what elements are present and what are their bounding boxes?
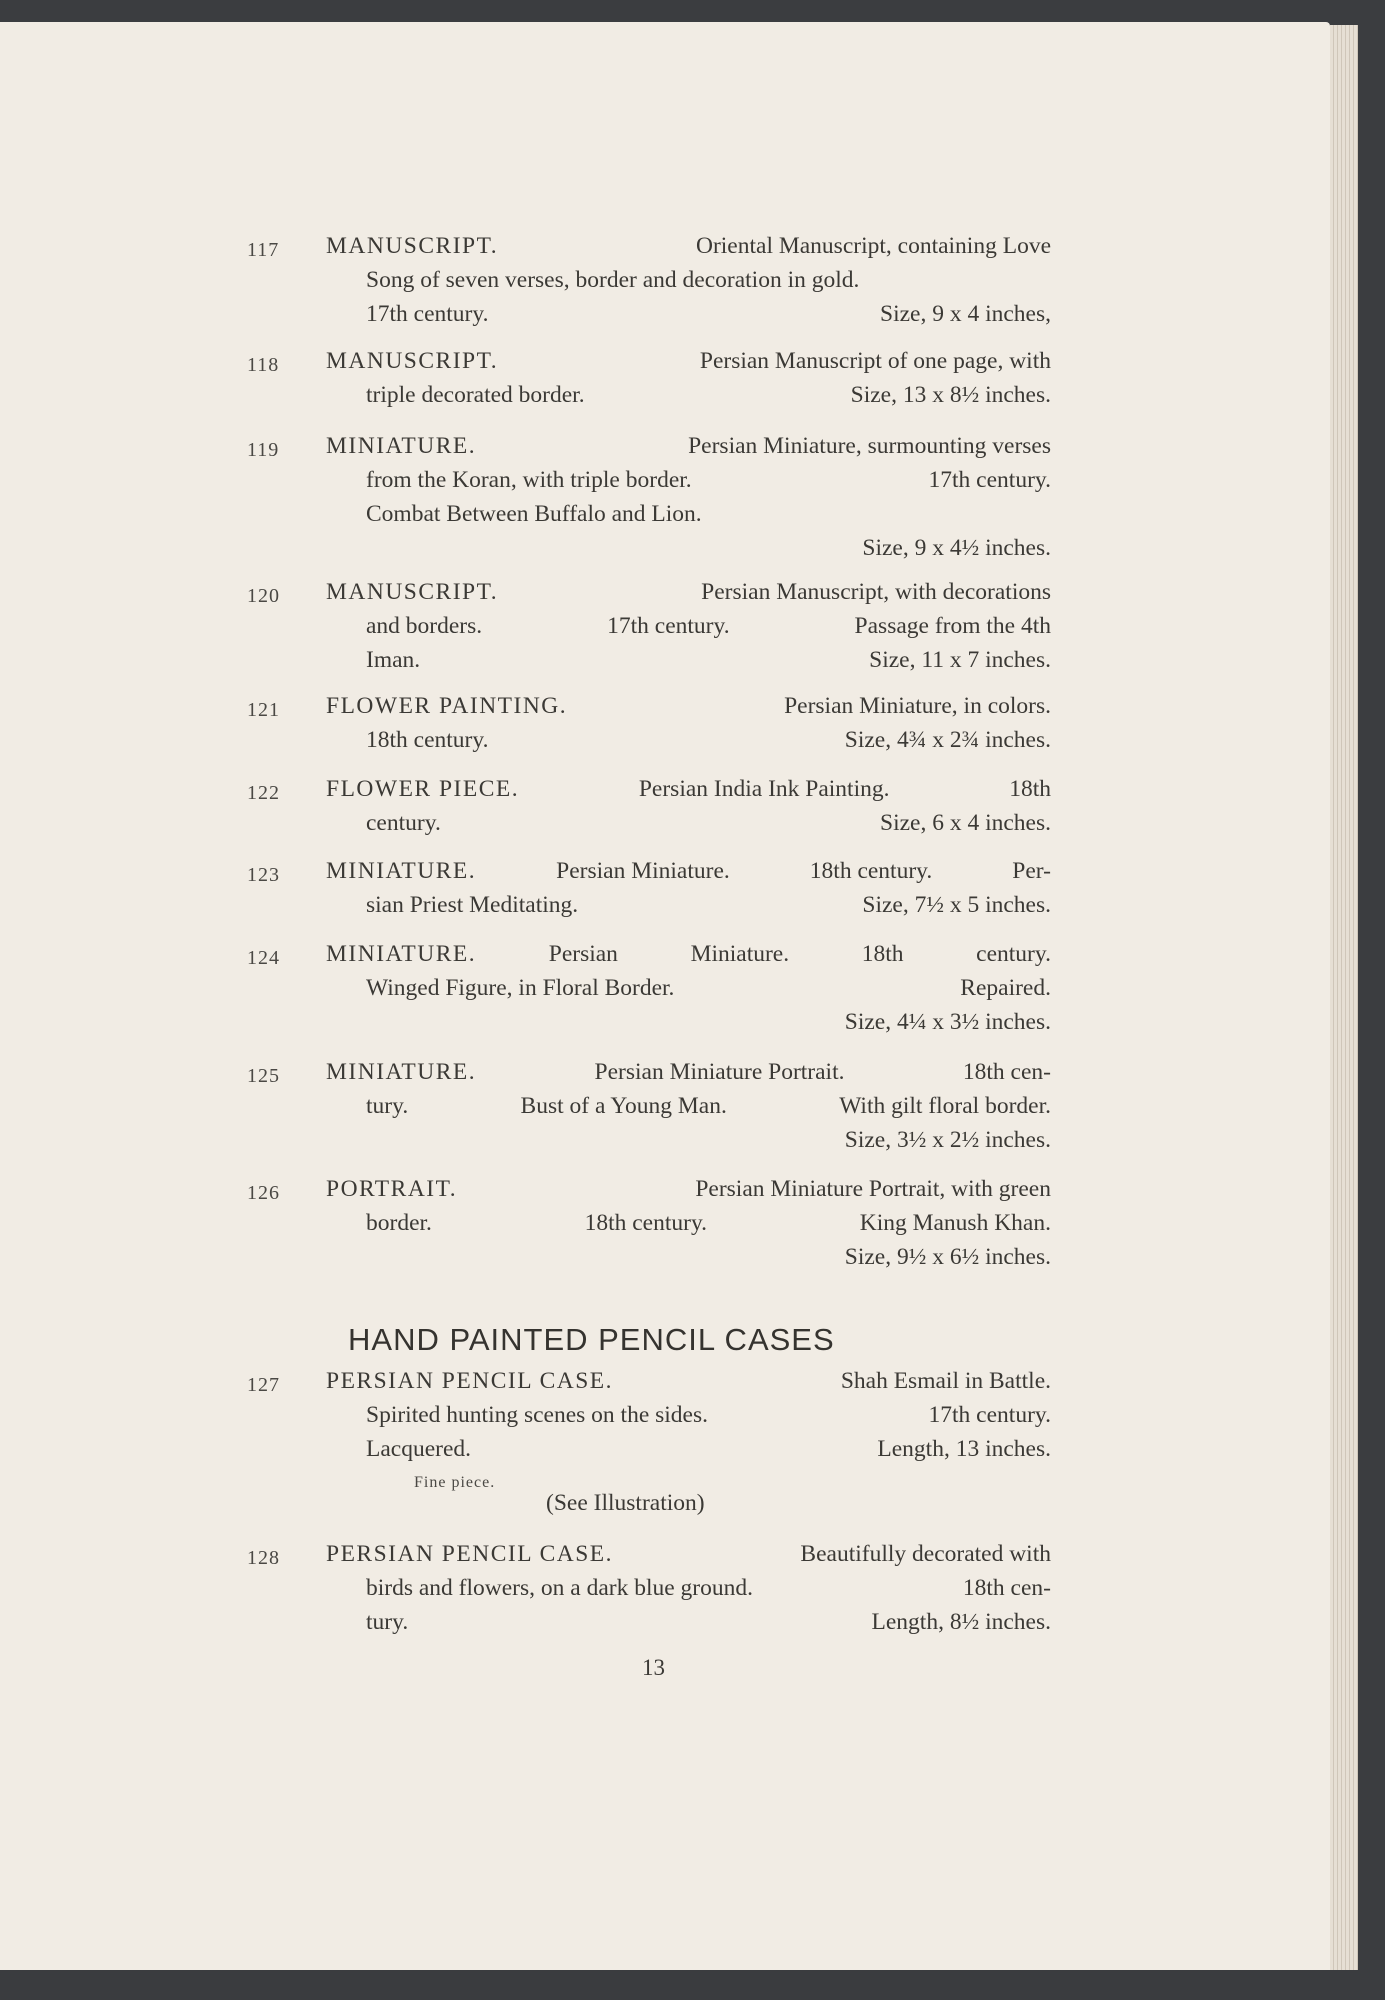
text-segment: Size, 9½ x 6½ inches.: [844, 1244, 1051, 1270]
lot-description-line: [366, 1571, 1051, 1605]
text-segment: century.: [976, 941, 1051, 967]
text-segment: Combat Between Buffalo and Lion.: [366, 501, 702, 527]
lot-number: 128: [247, 1547, 280, 1569]
text-segment: Size, 6 x 4 inches.: [880, 810, 1051, 836]
lot-description-line: [366, 971, 1051, 1005]
lot-title-line: [326, 1364, 1051, 1398]
text-segment: Oriental Manuscript, containing Love: [695, 233, 1051, 259]
lot-title-line: [326, 229, 1051, 263]
bottom-shadow: [0, 1970, 1360, 2000]
lot-number: 118: [247, 354, 280, 376]
text-segment: 18th: [861, 941, 904, 967]
text-segment: Shah Esmail in Battle.: [840, 1368, 1051, 1394]
text-segment: 18th cen-: [962, 1575, 1051, 1601]
text-segment: tury.: [366, 1093, 409, 1119]
text-segment: 17th century.: [928, 467, 1051, 493]
text-segment: Persian Manuscript of one page, with: [699, 348, 1051, 374]
lot-description-line: [366, 1206, 1051, 1240]
text-segment: Size, 7½ x 5 inches.: [862, 892, 1051, 918]
text-segment: border.: [366, 1210, 432, 1236]
text-segment: Beautifully decorated with: [800, 1541, 1051, 1567]
lot-description-line: [366, 1398, 1051, 1432]
lot-description-line: [366, 609, 1051, 643]
page-number: 13: [642, 1655, 665, 1680]
lot-description-line: [366, 378, 1051, 412]
lot-description-line: [366, 723, 1051, 757]
text-segment: 18th century.: [809, 858, 933, 884]
text-segment: Song of seven verses, border and decoration in gold.: [366, 267, 860, 293]
text-segment: Persian Manuscript, with decorations: [701, 579, 1051, 605]
text-segment: 18th century.: [366, 727, 489, 753]
lot-description-line: [366, 531, 1051, 565]
text-segment: Iman.: [366, 647, 421, 673]
text-segment: 18th: [1009, 776, 1051, 802]
lot-number: 126: [247, 1182, 280, 1204]
text-segment: Lacquered.: [366, 1436, 472, 1462]
text-segment: Bust of a Young Man.: [520, 1093, 727, 1119]
text-segment: MANUSCRIPT.: [326, 579, 499, 605]
text-segment: Winged Figure, in Floral Border.: [366, 975, 675, 1001]
lot-number: 117: [247, 239, 280, 261]
lot-number: 119: [247, 439, 280, 461]
text-segment: Size, 13 x 8½ inches.: [850, 382, 1051, 408]
lot-description-line: [366, 888, 1051, 922]
lot-description-line: [366, 1089, 1051, 1123]
lot-description-line: [366, 463, 1051, 497]
text-segment: FLOWER PIECE.: [326, 776, 520, 802]
text-segment: triple decorated border.: [366, 382, 585, 408]
text-segment: and borders.: [366, 613, 483, 639]
text-segment: MINIATURE.: [326, 1059, 477, 1085]
text-segment: Size, 11 x 7 inches.: [869, 647, 1051, 673]
text-segment: King Manush Khan.: [859, 1210, 1051, 1236]
text-segment: Persian Miniature, surmounting verses: [688, 433, 1051, 459]
text-segment: 18th cen-: [962, 1059, 1051, 1085]
lot-title-line: [326, 344, 1051, 378]
text-segment: from the Koran, with triple border.: [366, 467, 692, 493]
text-segment: Miniature.: [690, 941, 790, 967]
text-segment: Per-: [1012, 858, 1051, 884]
lot-number: 124: [247, 947, 280, 969]
text-segment: MANUSCRIPT.: [326, 348, 499, 374]
lot-title-line: [326, 429, 1051, 463]
text-segment: PERSIAN PENCIL CASE.: [326, 1541, 614, 1567]
text-segment: Spirited hunting scenes on the sides.: [366, 1402, 709, 1428]
lot-description-line: [366, 1605, 1051, 1639]
text-segment: 18th century.: [584, 1210, 708, 1236]
lot-description-line: [366, 497, 1051, 531]
text-segment: birds and flowers, on a dark blue ground.: [366, 1575, 754, 1601]
lot-number: 125: [247, 1065, 280, 1087]
lot-title-line: [326, 1055, 1051, 1089]
lot-title-line: [326, 937, 1051, 971]
see-illustration-note: (See Illustration): [546, 1490, 705, 1516]
lot-number: 121: [247, 699, 280, 721]
lot-description-line: [366, 1123, 1051, 1157]
text-segment: Persian Miniature Portrait, with green: [695, 1176, 1051, 1202]
text-segment: MINIATURE.: [326, 941, 477, 967]
lot-description-line: [366, 643, 1051, 677]
lot-number: 123: [247, 864, 280, 886]
text-segment: Persian: [548, 941, 618, 967]
lot-title-line: [326, 772, 1051, 806]
lot-description-line: [366, 1240, 1051, 1274]
lot-title-line: [326, 1537, 1051, 1571]
lot-description-line: [366, 263, 1051, 297]
text-segment: tury.: [366, 1609, 409, 1635]
text-segment: Persian Miniature, in colors.: [784, 693, 1051, 719]
lot-title-line: [326, 689, 1051, 723]
text-segment: Persian Miniature Portrait.: [594, 1059, 845, 1085]
text-segment: century.: [366, 810, 441, 836]
text-segment: Size, 9 x 4½ inches.: [862, 535, 1051, 561]
text-segment: With gilt floral border.: [839, 1093, 1051, 1119]
text-segment: FLOWER PAINTING.: [326, 693, 568, 719]
text-segment: 17th century.: [607, 613, 730, 639]
text-segment: Size, 3½ x 2½ inches.: [844, 1127, 1051, 1153]
lot-number: 122: [247, 782, 280, 804]
text-segment: sian Priest Meditating.: [366, 892, 579, 918]
text-segment: Length, 8½ inches.: [871, 1609, 1051, 1635]
text-segment: Persian Miniature.: [556, 858, 730, 884]
text-segment: PERSIAN PENCIL CASE.: [326, 1368, 614, 1394]
text-segment: MINIATURE.: [326, 433, 477, 459]
lot-description-line: [366, 297, 1051, 331]
text-segment: Size, 4¾ x 2¾ inches.: [844, 727, 1051, 753]
text-segment: Size, 4¼ x 3½ inches.: [844, 1009, 1051, 1035]
text-segment: Size, 9 x 4 inches,: [880, 301, 1051, 327]
lot-title-line: [326, 575, 1051, 609]
text-segment: 17th century.: [928, 1402, 1051, 1428]
lot-number: 120: [247, 585, 280, 607]
lot-description-line: [366, 1432, 1051, 1466]
section-heading: HAND PAINTED PENCIL CASES: [348, 1322, 835, 1357]
text-segment: Repaired.: [960, 975, 1051, 1001]
lot-description-line: [366, 1005, 1051, 1039]
text-segment: MINIATURE.: [326, 858, 477, 884]
text-segment: Passage from the 4th: [854, 613, 1051, 639]
text-segment: 17th century.: [366, 301, 489, 327]
text-segment: Length, 13 inches.: [877, 1436, 1051, 1462]
text-segment: MANUSCRIPT.: [326, 233, 499, 259]
lot-number: 127: [247, 1374, 280, 1396]
text-segment: PORTRAIT.: [326, 1176, 458, 1202]
fine-piece-note: Fine piece.: [414, 1474, 496, 1491]
lot-title-line: [326, 1172, 1051, 1206]
lot-title-line: [326, 854, 1051, 888]
text-segment: Persian India Ink Painting.: [638, 776, 890, 802]
lot-description-line: [366, 806, 1051, 840]
page-stack-edge: [1330, 25, 1358, 1975]
